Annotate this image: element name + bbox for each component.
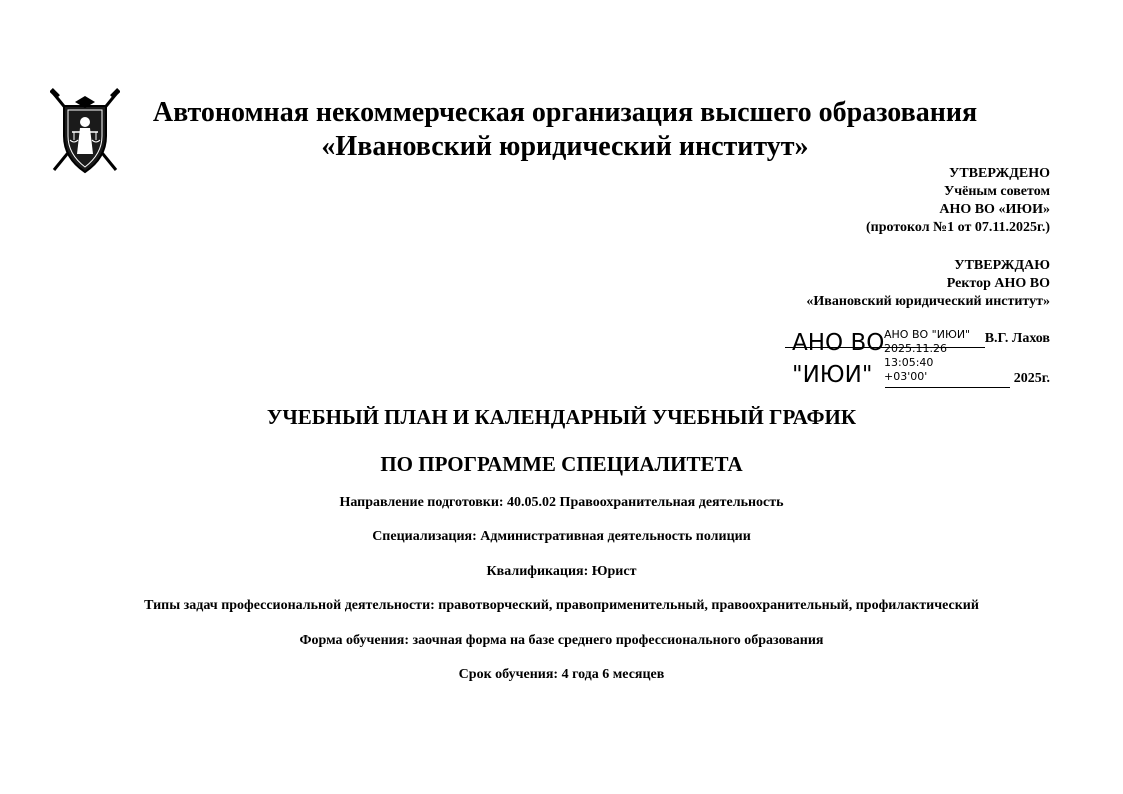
document-title: УЧЕБНЫЙ ПЛАН И КАЛЕНДАРНЫЙ УЧЕБНЫЙ ГРАФИК [266,405,857,429]
info-specialization: Специализация: Административная деятельность полиции [372,529,751,544]
info-task-types: Типы задач профессиональной деятельности: правотворческий, правоприменительный, правоохранительный, профилактический [144,598,979,613]
info-qualification: Квалификация: Юрист [486,564,637,579]
approve-institute: «Ивановский юридический институт» [806,294,1050,309]
approved-org: АНО ВО «ИЮИ» [939,202,1050,217]
approved-block [866,165,1050,237]
approve-block [806,257,1050,311]
digital-signature-details [884,328,970,384]
approved-protocol: (протокол №1 от 07.11.2025г.) [865,220,1050,235]
approved-heading: УТВЕРЖДЕНО [949,166,1050,181]
document-subtitle: ПО ПРОГРАММЕ СПЕЦИАЛИТЕТА [380,452,743,476]
digital-signature-tz: +03'00' [884,370,928,383]
approve-position: Ректор АНО ВО [946,276,1050,291]
signature-year: 2025г. [1013,371,1050,386]
approve-heading: УТВЕРЖДАЮ [954,258,1050,273]
digital-signature-org-line2: "ИЮИ" [792,362,873,388]
digital-signature-date: 2025.11.26 [884,342,947,355]
info-direction: Направление подготовки: 40.05.02 Правоохранительная деятельность [339,495,784,510]
digital-signature-org: АНО ВО "ИЮИ" [884,328,971,341]
institute-logo-icon [50,88,120,176]
digital-signature-time: 13:05:40 [884,356,934,369]
organization-name-line2: «Ивановский юридический институт» [321,131,809,162]
signer-name: В.Г. Лахов [984,331,1050,346]
organization-name-line1: Автономная некоммерческая организация высшего образования [152,97,978,128]
info-study-form: Форма обучения: заочная форма на базе среднего профессионального образования [299,633,824,648]
digital-signature-org-line1: АНО ВО [792,330,885,356]
approved-by-council: Учёным советом [943,184,1050,199]
info-study-duration: Срок обучения: 4 года 6 месяцев [458,667,665,682]
